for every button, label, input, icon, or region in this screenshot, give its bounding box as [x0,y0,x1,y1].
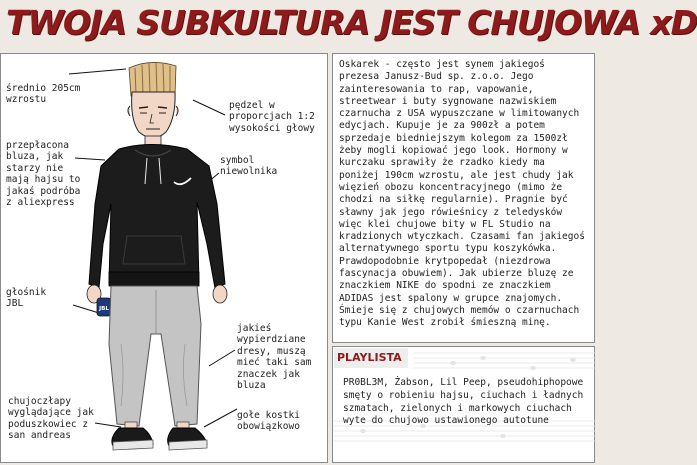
ankles-pointer-line [204,409,237,427]
height-pointer-line [69,69,126,74]
playlist-header: PLAYLISTA [334,348,408,368]
head [128,92,178,138]
hoodie [89,145,225,289]
speaker-annotation: głośnik JBL [6,287,47,310]
pants-annotation: jakieś wypierdziane dresy, muszą mieć taki sam znaczek jak bluza [237,323,312,392]
jbl-speaker-icon [97,298,111,316]
playlist-text: PR0BL3M, Żabson, Lil Peep, pseudohiphopowe smęty o robieniu hajsu, ciuchach i ładnych szmatach, zielonych i markowych ciuchach wyte do chujowo ustawionego autotune [343,377,584,427]
hair-pointer-line [193,100,225,115]
ankles-annotation: gołe kostki obowiązkowo [237,410,300,433]
playlist-panel [332,346,595,463]
socks-annotation: chujoczłapy wyglądające jak poduszkowiec z san andreas [8,396,94,442]
character-panel [0,53,328,463]
description-panel [332,53,595,343]
speaker-label: JBL [99,306,109,312]
slave-symbol-annotation: symbol niewolnika [220,155,278,178]
hoodie-annotation: przepłacona bluza, jak starzy nie mają hajsu to jakaś podróba z aliexpress [6,140,81,209]
pants-pointer-line [209,350,235,366]
shoes [112,428,207,450]
hair-annotation: pędzel w proporcjach 1:2 wysokości głowy [229,100,315,134]
pants [109,286,201,426]
description-text: Oskarek - często jest synem jakiegoś prezesa Janusz-Bud sp. z.o.o. Jego zainteresowania to rap, vapowanie, streetwear i buty sygnowane nazwiskiem czarnucha z USA wypuszczane w limitowanych edycjach. Kupuje je za 900zł a potem sprzedaje biedniejszym kolegom za 1500zł żeby mogli kopiować jego look. Hormony w kurczaku sprawiły że rzadko kiedy ma poniżej 190cm wzrostu, ale jest chudy jak więzień obozu koncentracyjnego (mimo że chodzi na siłkę regularnie). Pragnie być sławny jak jego rówieśnicy z teledysków więc klei chujowe bity w FL Studio na kradzionych wtyczkach. Czasami fan jakiegoś alternatywnego sportu typu koszykówka. Prawdopodobnie krytpopedał (niezdrowa fascynacja obuwiem). Jak ubierze bluzę ze znaczkiem NIKE do spodni ze znaczkiem ADIDAS jest spalony w grupce znajomych. Śmieje się z chujowych memów o czarnuchach typu Kanie West zrobił śmieszną minę. [339,59,585,329]
speaker-pointer-line [73,305,99,313]
page-title: TWOJA SUBKULTURA JEST CHUJOWA xD [6,3,697,42]
right-hand [213,285,227,303]
height-annotation: średnio 205cm wzrostu [6,83,81,106]
